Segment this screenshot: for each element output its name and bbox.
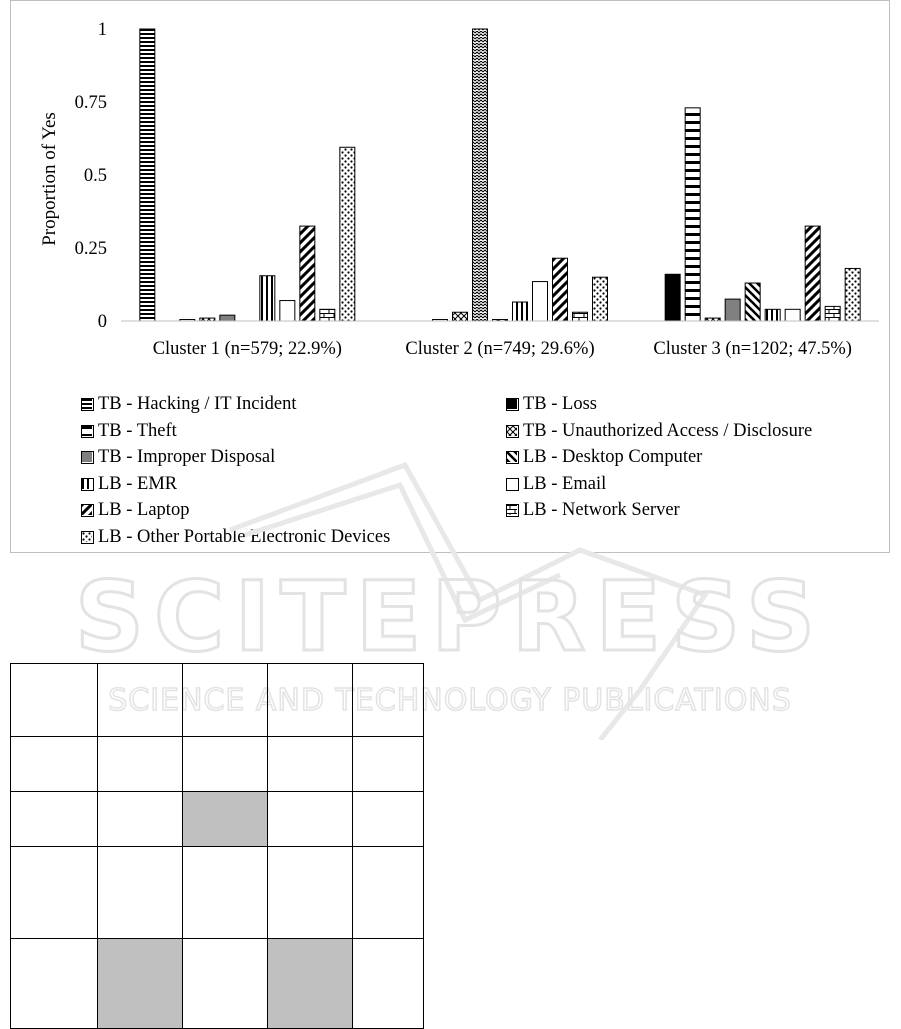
legend-item [81, 500, 189, 521]
watermark-subtitle: SCIENCE AND TECHNOLOGY PUBLICATIONS [108, 683, 792, 718]
legend-label: TB - Improper Disposal [98, 447, 276, 467]
legend-swatch [506, 451, 519, 464]
legend-item [506, 394, 597, 415]
bar-11-cluster-1 [340, 147, 355, 321]
legend-item [81, 447, 275, 468]
table-cell [183, 847, 268, 939]
bar-7-cluster-1 [260, 276, 275, 321]
legend-swatch [506, 398, 519, 411]
table-row [11, 737, 424, 792]
bar-8-cluster-3 [785, 309, 800, 321]
table-cell [11, 792, 98, 847]
table-cell [98, 847, 183, 939]
x-tick-labels [153, 339, 852, 359]
table-cell [268, 792, 353, 847]
table-cell [353, 792, 424, 847]
table-row [11, 792, 424, 847]
y-tick-label: 1 [97, 20, 107, 40]
watermark-title: SCITEPRESS [74, 561, 826, 673]
bars [140, 29, 860, 321]
bar-6-cluster-3 [745, 283, 760, 321]
table-row [11, 847, 424, 939]
x-tick-label: Cluster 2 (n=749; 29.6%) [405, 339, 595, 359]
legend-label: LB - Network Server [523, 500, 680, 520]
legend-label: LB - EMR [98, 473, 178, 494]
legend-swatch [81, 451, 94, 464]
legend-label: TB - Theft [98, 420, 177, 441]
legend-item [506, 474, 606, 495]
x-tick-label: Cluster 3 (n=1202; 47.5%) [653, 339, 852, 359]
bar-3-cluster-3 [685, 108, 700, 321]
bar-8-cluster-1 [280, 301, 295, 321]
legend-item [81, 421, 177, 442]
table-row [11, 939, 424, 1029]
table-cell [183, 792, 268, 847]
chart-frame [10, 0, 890, 553]
legend-item [81, 474, 177, 495]
bar-4-cluster-2 [453, 312, 468, 321]
table-row [11, 664, 424, 737]
bar-11-cluster-3 [845, 268, 860, 321]
legend-label: LB - Laptop [98, 500, 190, 520]
legend-label: LB - Other Portable Electronic Devices [98, 526, 391, 547]
bar-5-cluster-2 [473, 29, 488, 321]
y-axis-label: Proportion of Yes [39, 112, 60, 246]
table-cell [183, 664, 268, 737]
bar-10-cluster-2 [573, 312, 588, 321]
bar-1-cluster-1 [140, 29, 155, 321]
legend-item [506, 500, 680, 521]
table-cell [353, 847, 424, 939]
table-cell [353, 939, 424, 1029]
table-cell [268, 939, 353, 1029]
bar-5-cluster-3 [725, 299, 740, 321]
table-cell [183, 737, 268, 792]
bar-10-cluster-3 [825, 306, 840, 321]
table-cell [268, 737, 353, 792]
y-tick-label: 0.5 [83, 166, 107, 186]
table-cell [98, 737, 183, 792]
legend-label: TB - Loss [523, 394, 597, 414]
data-table [10, 663, 424, 1029]
legend-label: LB - Email [523, 473, 607, 494]
table-cell [268, 664, 353, 737]
table-cell [353, 664, 424, 737]
table-cell [98, 939, 183, 1029]
legend-swatch [506, 425, 519, 438]
bar-8-cluster-2 [533, 282, 548, 321]
y-tick-label: 0 [97, 312, 107, 332]
legend-swatch [81, 531, 94, 544]
bar-7-cluster-3 [765, 309, 780, 321]
legend-label: LB - Desktop Computer [523, 447, 703, 467]
legend-item [81, 394, 296, 415]
table-cell [11, 939, 98, 1029]
bar-11-cluster-2 [593, 277, 608, 321]
table-cell [11, 737, 98, 792]
y-tick-labels [75, 20, 107, 332]
legend-swatch [81, 425, 94, 438]
legend-swatch [506, 478, 519, 491]
y-tick-label: 0.75 [74, 93, 107, 113]
bar-5-cluster-1 [220, 315, 235, 321]
bar-7-cluster-2 [513, 302, 528, 321]
table-cell [98, 664, 183, 737]
y-tick-label: 0.25 [74, 239, 107, 259]
x-tick-label: Cluster 1 (n=579; 22.9%) [152, 339, 342, 359]
bar-2-cluster-3 [665, 274, 680, 321]
bar-9-cluster-1 [300, 226, 315, 321]
table-cell [353, 737, 424, 792]
bar-chart [11, 1, 889, 552]
table-cell [183, 939, 268, 1029]
legend-item [81, 527, 390, 548]
legend-swatch [81, 504, 94, 517]
bar-9-cluster-2 [553, 258, 568, 321]
legend-swatch [81, 478, 94, 491]
table-cell [11, 847, 98, 939]
legend-item [506, 447, 702, 468]
legend-swatch [81, 398, 94, 411]
legend-label: TB - Hacking / IT Incident [98, 394, 297, 414]
table-cell [98, 792, 183, 847]
legend-swatch [506, 504, 519, 517]
bar-10-cluster-1 [320, 309, 335, 321]
table-cell [268, 847, 353, 939]
y-axis-label-group [39, 112, 60, 246]
table-cell [11, 664, 98, 737]
legend-label: TB - Unauthorized Access / Disclosure [523, 420, 813, 441]
bar-9-cluster-3 [805, 226, 820, 321]
legend-item [506, 421, 812, 442]
